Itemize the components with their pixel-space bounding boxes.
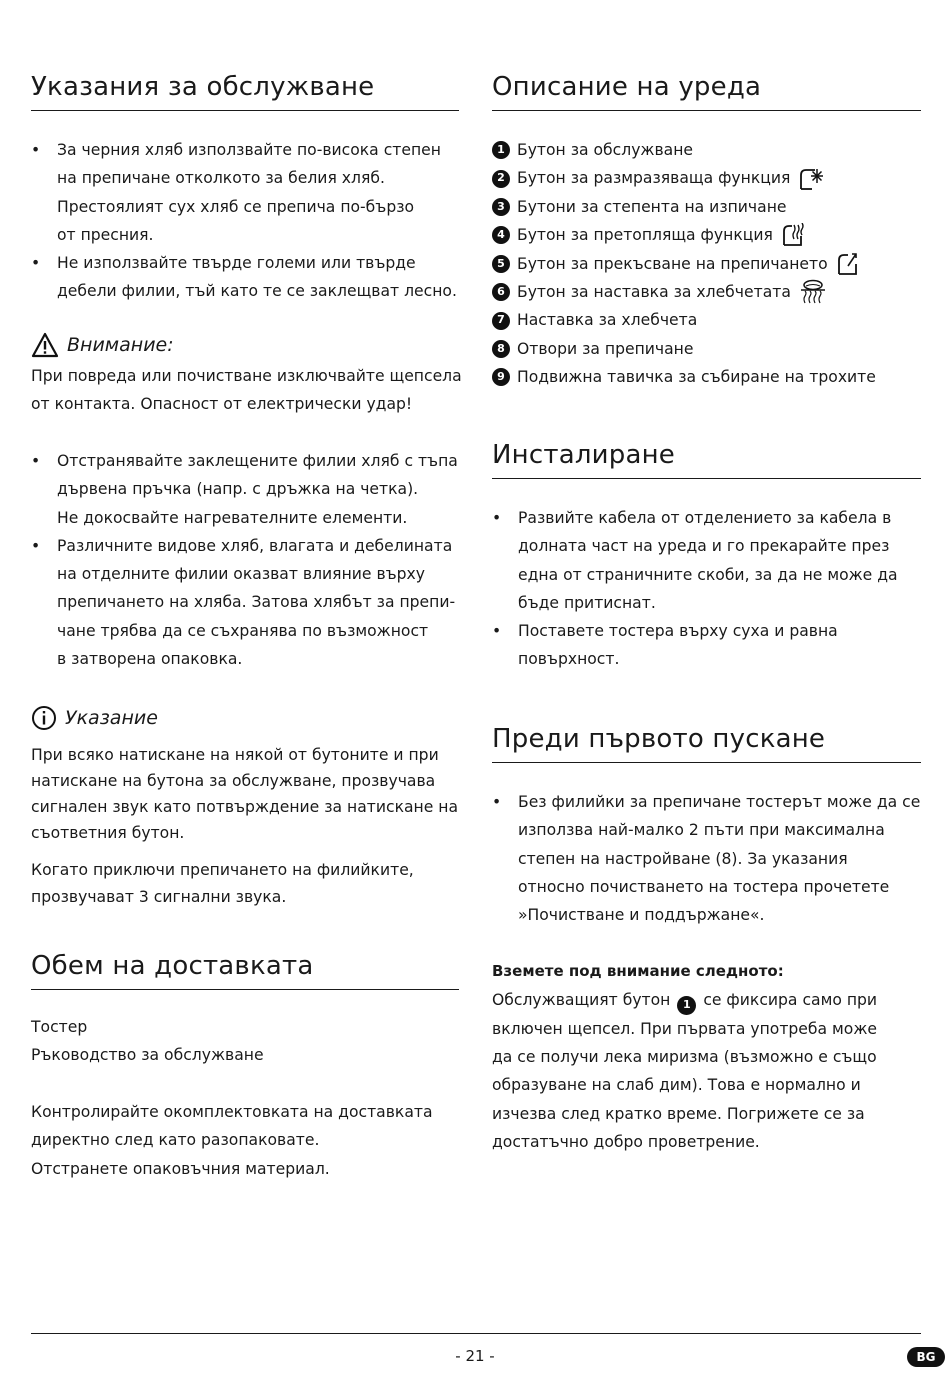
delivery-paragraph: Контролирайте окомплектовката на доставката директно след като разопаковате. Отстранете опаковъчния материал. (31, 1103, 433, 1178)
number-badge: 3 (492, 198, 510, 216)
heading-description: Описание на уреда (492, 70, 921, 111)
list-item: 8 Отвори за препичане (492, 335, 921, 363)
list-item: • Отстранявайте заклещените филии хляб с тъпа дървена пръчка (напр. с дръжка на четка). Не докосвайте нагревателните елементи. (31, 447, 459, 532)
info-icon (31, 705, 57, 731)
list-item: • Поставете тостера върху суха и равна повърхност. (492, 617, 921, 674)
reheat-icon (781, 223, 807, 247)
delivery-items: Тостер Ръководство за обслужване (31, 1018, 264, 1065)
hint-paragraph-1: При всяко натискане на някой от бутоните и при натискане на бутона за обслужване, прозвучава сигнален звук като потвърждение за натискане на съответния бутон. (31, 746, 459, 842)
list-item: 5 Бутон за прекъсване на препичането (492, 250, 921, 278)
list-item: 9 Подвижна тавичка за събиране на трохите (492, 363, 921, 391)
heading-operating-notes: Указания за обслужване (31, 70, 459, 111)
list-item: 4 Бутон за претопляща функция (492, 221, 921, 249)
note-title: Вземете под внимание следното: (492, 962, 784, 980)
note-paragraph: Обслужващият бутон 1 се фиксира само при включен щепсел. При първата употреба може да се получи лека миризма (възможно е също образуване на слаб дим). Това е нормално и изчезва след кратко време. Погрижете се за достатъчно добро проветрение. (492, 991, 878, 1151)
list-item: • Без филийки за препичане тостерът може да се използва най-малко 2 пъти при максимална степен на настройване (8). За указания относно почистването на тостера прочетете »Почистване и поддържане«. (492, 788, 921, 929)
parts-list (492, 136, 921, 392)
handling-list (31, 447, 459, 673)
hint-heading (31, 704, 158, 732)
warning-triangle-icon (31, 332, 59, 358)
installation-list (492, 504, 921, 674)
heading-first-use: Преди първото пускане (492, 722, 921, 763)
language-badge: BG (907, 1347, 945, 1367)
number-badge: 5 (492, 255, 510, 273)
warning-label: Внимание: (67, 334, 174, 356)
operating-notes-list (31, 136, 459, 306)
number-badge: 1 (492, 141, 510, 159)
heading-delivery: Обем на доставката (31, 949, 459, 990)
page-number: - 21 - (455, 1347, 495, 1365)
number-badge: 9 (492, 368, 510, 386)
bun-warmer-icon (799, 279, 827, 305)
list-item: 6 Бутон за наставка за хлебчетата (492, 278, 921, 306)
list-item: • За черния хляб използвайте по-висока степен на препичане отколкото за белия хляб. Престоялият сух хляб се препича по-бързо от пресния. (31, 136, 459, 249)
number-badge: 4 (492, 226, 510, 244)
list-item: • Развийте кабела от отделението за кабела в долната част на уреда и го прекарайте през една от страничните скоби, за да не може да бъде притиснат. (492, 504, 921, 617)
list-item: 3 Бутони за степента на изпичане (492, 193, 921, 221)
number-badge: 2 (492, 170, 510, 188)
footer-divider (31, 1333, 921, 1334)
list-item: 7 Наставка за хлебчета (492, 306, 921, 334)
hint-label: Указание (65, 707, 158, 729)
number-badge: 8 (492, 340, 510, 358)
list-item: 1 Бутон за обслужване (492, 136, 921, 164)
warning-text: При повреда или почистване изключвайте щепсела от контакта. Опасност от електрически удар! (31, 367, 462, 414)
number-badge: 1 (677, 996, 696, 1015)
warning-heading (31, 331, 174, 359)
heading-installation: Инсталиране (492, 438, 921, 479)
cancel-icon (836, 252, 862, 276)
number-badge: 6 (492, 283, 510, 301)
list-item: 2 Бутон за размразяваща функция (492, 164, 921, 192)
first-use-list (492, 788, 921, 929)
number-badge: 7 (492, 312, 510, 330)
list-item: • Различните видове хляб, влагата и дебелината на отделните филии оказват влияние върху препичането на хляба. Затова хлябът за препи- чане трябва да се съхранява по възможност в затворена опаковка. (31, 532, 459, 673)
defrost-icon (798, 167, 824, 191)
hint-paragraph-2: Когато приключи препичането на филийките, прозвучават 3 сигнални звука. (31, 861, 414, 906)
list-item: • Не използвайте твърде големи или твърде дебели филии, тъй като те се заклещват лесно. (31, 249, 459, 306)
